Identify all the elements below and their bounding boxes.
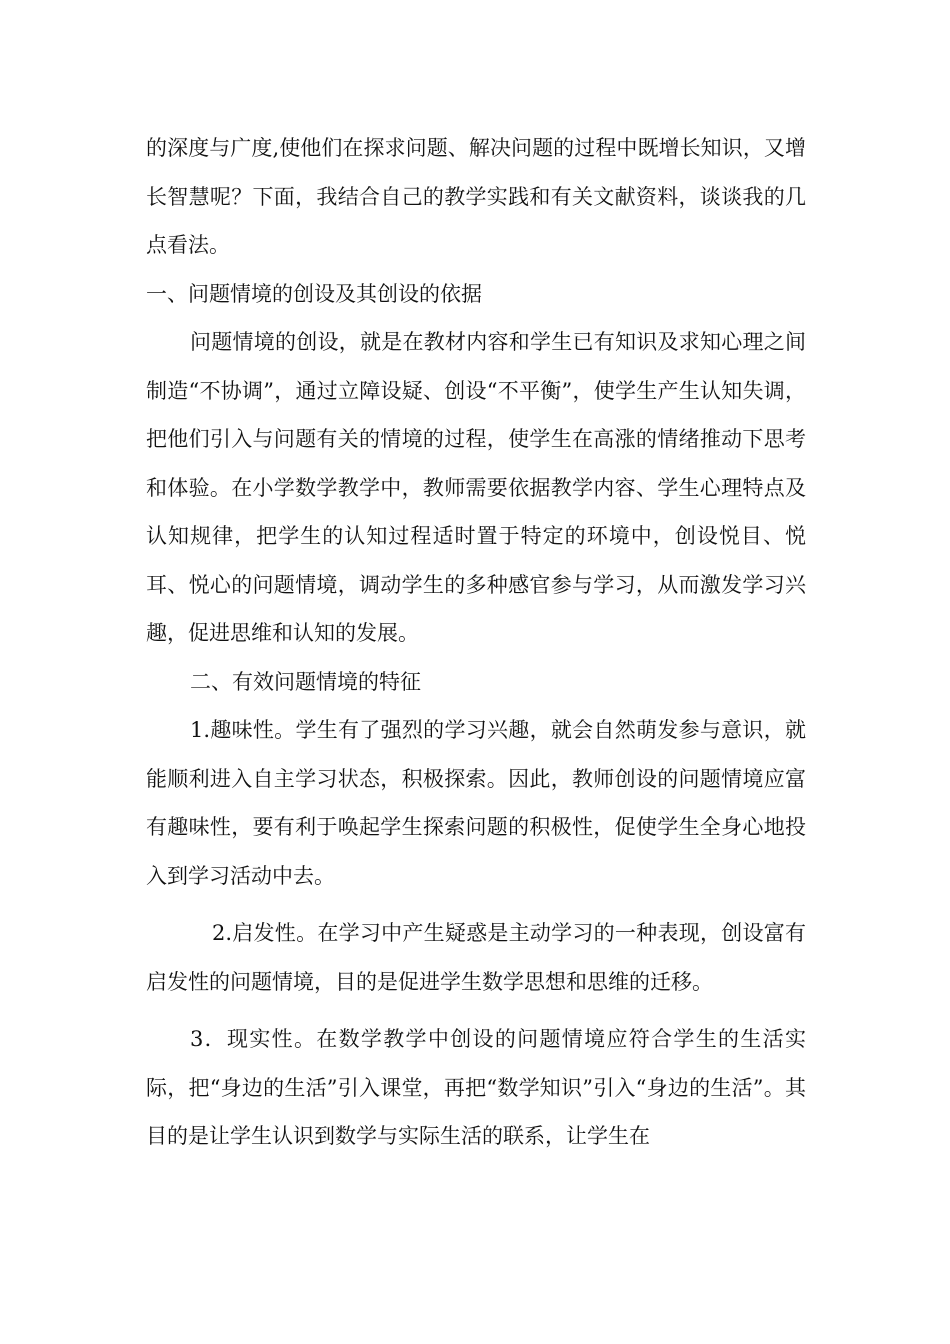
paragraph-section-one-body: 问题情境的创设，就是在教材内容和学生已有知识及求知心理之间制造“不协调”，通过立障设疑、创设“不平衡”，使学生产生认知失调，把他们引入与问题有关的情境的过程，使学生在高涨的情绪推动下思考和体验。在小学数学教学中，教师需要依据教学内容、学生心理特点及认知规律，把学生的认知过程适时置于特定的环境中，创设悦目、悦耳、悦心的问题情境，调动学生的多种感官参与学习，从而激发学习兴趣，促进思维和认知的发展。 (146, 330, 806, 645)
paragraph-intro-continuation: 的深度与广度,使他们在探求问题、解决问题的过程中既增长知识，又增长智慧呢？下面，我结合自己的教学实践和有关文献资料，谈谈我的几点看法。 (146, 136, 806, 257)
heading-section-one: 一、问题情境的创设及其创设的依据 (146, 281, 482, 306)
heading-section-two: 二、有效问题情境的特征 (190, 669, 421, 694)
paragraph-point-inspiration: 2.启发性。在学习中产生疑惑是主动学习的一种表现，创设富有启发性的问题情境，目的是促进学生数学思想和思维的迁移。 (146, 921, 806, 994)
paragraph-point-interest: 1.趣味性。学生有了强烈的学习兴趣，就会自然萌发参与意识，就能顺利进入自主学习状态，积极探索。因此，教师创设的问题情境应富有趣味性，要有利于唤起学生探索问题的积极性，促使学生全身心地投入到学习活动中去。 (146, 718, 806, 888)
paragraph-point-reality: 3．现实性。在数学教学中创设的问题情境应符合学生的生活实际，把“身边的生活”引入课堂，再把“数学知识”引入“身边的生活”。其目的是让学生认识到数学与实际生活的联系，让学生在 (146, 1027, 806, 1148)
document-body (146, 124, 806, 1161)
